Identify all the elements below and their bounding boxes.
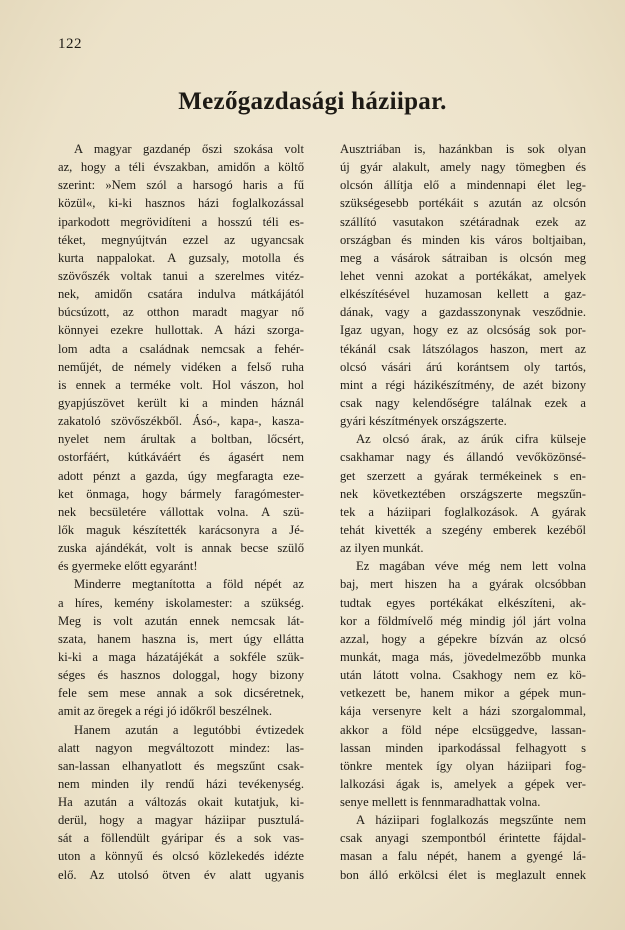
text-line: csak anyagi szempontból érintette fájdal- bbox=[340, 831, 586, 846]
right-text-column bbox=[340, 140, 586, 884]
page-number: 122 bbox=[58, 36, 82, 52]
text-line: iparkodott megrövidíteni a hosszú téli es- bbox=[58, 214, 304, 229]
text-line: Ha azután a változás okait kutatjuk, ki- bbox=[58, 795, 304, 810]
text-line: Meg is volt azután ennek nemcsak lát- bbox=[58, 613, 304, 628]
text-line: új gyár alakult, amely nagy tömegben és bbox=[340, 160, 586, 175]
text-line: sát a föllendült gyáripar és a sok vas- bbox=[58, 831, 304, 846]
text-line: szövőszék voltak tanui a szerelmes vitéz- bbox=[58, 268, 304, 283]
text-line: a híres, kemény iskolamester: a szükség. bbox=[58, 595, 304, 610]
text-line: gyári készítmények országszerte. bbox=[340, 414, 507, 429]
text-line: masan a falu népét, hanem a gyengé lá- bbox=[340, 849, 586, 864]
text-line: kor a földmívelő még mindig jól járt volna bbox=[340, 613, 586, 628]
text-line: is ennek a terméke volt. Hol vászon, hol bbox=[58, 377, 304, 392]
text-line: senye mellett is fennmaradhattak volna. bbox=[340, 795, 541, 810]
text-line: Minderre megtanította a föld népét az bbox=[74, 577, 304, 592]
text-line: csakhamar nagy és állandó vevőközönsé- bbox=[340, 450, 586, 465]
text-line: lalkozási ágak is, amelyek a gépek ver- bbox=[340, 776, 586, 791]
text-line: gyapjúszövet került ki a minden háznál bbox=[58, 395, 304, 410]
text-line: adott pénzt a gazda, úgy megfaragta eze- bbox=[58, 468, 304, 483]
text-line: szata, hanem haszna is, mert úgy ellátta bbox=[58, 631, 304, 646]
left-text-column bbox=[58, 140, 304, 884]
text-line: az ilyen munkát. bbox=[340, 541, 424, 556]
text-line: szükségesebb portékáit s azután az olcsón bbox=[340, 196, 586, 211]
text-line: búcsúzott, az otthon maradt magyar nő bbox=[58, 305, 304, 320]
text-line: uton a könnyű és olcsó közlekedés idézte bbox=[58, 849, 304, 864]
text-line: zakatoló szövőszékből. Ásó-, kapa-, kasza- bbox=[58, 414, 304, 429]
text-line: séges és hasznos dologgal, hogy bizony bbox=[58, 668, 304, 683]
text-line: kurta nappalokat. A guzsaly, motolla és bbox=[58, 250, 304, 265]
text-line: nek becsületére vállottak volna. A szü- bbox=[58, 504, 304, 519]
text-line: az, hogy a téli évszakban, amidőn a költő bbox=[58, 160, 304, 175]
text-line: neműjét, de némely vidéken a felső ruha bbox=[58, 359, 304, 374]
text-line: get szerzett a gyárak termékeinek s en- bbox=[340, 468, 586, 483]
text-line: ki-ki a maga házatájékát a sokféle szük- bbox=[58, 649, 304, 664]
text-line: ket önmaga, hogy bármely faragómester- bbox=[58, 486, 304, 501]
text-line: lehet venni azokat a portékákat, amelyek bbox=[340, 268, 586, 283]
text-line: Ausztriában is, hazánkban is sok olyan bbox=[340, 142, 586, 156]
text-line: Igaz ugyan, hogy ez az olcsóság sok por- bbox=[340, 323, 586, 338]
text-line: nek következtében országszerte megszűn- bbox=[340, 486, 586, 501]
text-line: akkor a föld népe elcsüggedve, lassan- bbox=[340, 722, 586, 737]
text-line: Az olcsó árak, az árúk cifra külseje bbox=[356, 432, 586, 447]
text-line: Hanem azután a legutóbbi évtizedek bbox=[74, 722, 304, 737]
text-line: mint a régi házikészítmény, de azét bizony bbox=[340, 377, 586, 392]
text-line: amit az öregek a régi jó időkről beszélnek. bbox=[58, 704, 273, 719]
text-line: országban és minden kis város boltjaiban, bbox=[340, 232, 586, 247]
text-line: szerint: »Nem szól a harsogó haris a fű bbox=[58, 178, 304, 193]
text-line: fele sem mese annak a sok dicséretnek, bbox=[58, 686, 304, 701]
text-line: csak nagy kelendőségre találnak ezek a bbox=[340, 395, 586, 410]
text-line: téket, megnyújtván ezzel az ugyancsak bbox=[58, 232, 304, 247]
text-line: dának, vagy a gazdasszonynak vesződnie. bbox=[340, 305, 586, 320]
text-line: A magyar gazdanép őszi szokása volt bbox=[74, 142, 304, 156]
text-line: tönkre mentek így olyan háziipari fog- bbox=[340, 758, 586, 773]
text-line: meg a vásárok sátraiban is olcsón meg bbox=[340, 250, 586, 265]
text-line: san-lassan elhanyatlott és megszűnt csak- bbox=[58, 758, 304, 773]
text-line: alatt nagyon megváltozott mindez: las- bbox=[58, 740, 304, 755]
text-line: lassan minden iparkodással felhagyott s bbox=[340, 740, 586, 755]
text-line: szállító vasutakon szétáradnak ezek az bbox=[340, 214, 586, 229]
text-line: nyelet nem árultak a boltban, lőcsért, bbox=[58, 432, 304, 447]
text-line: elő. Az utolsó ötven év alatt ugyanis bbox=[58, 867, 304, 882]
text-line: után látott volna. Csakhogy nem ez kö- bbox=[340, 668, 586, 683]
text-line: tékánál csak látszólagos haszon, mert az bbox=[340, 341, 586, 356]
text-line: zuska ajándékát, volt is annak becse szülő bbox=[58, 541, 304, 556]
text-line: nek, amidőn csatára indulva mátkájától bbox=[58, 287, 304, 302]
text-line: azzal, hogy a gépekre bízván az olcsó bbox=[340, 631, 586, 646]
text-line: lom adta a családnak nemcsak a fehér- bbox=[58, 341, 304, 356]
text-line: lők maguk készítették karácsonyra a Jé- bbox=[58, 522, 304, 537]
text-line: olcsó vásári árú korántsem oly tartós, bbox=[340, 359, 586, 374]
text-line: tek a háziipari foglalkozások. A gyárak bbox=[340, 504, 586, 519]
text-line: elkészítésével huzamosan kellett a gaz- bbox=[340, 287, 586, 302]
text-line: és gyermeke előtt egyaránt! bbox=[58, 559, 198, 574]
text-line: kája versenyre kelt a házi szorgalommal, bbox=[340, 704, 586, 719]
text-line: bon álló erkölcsi élet is meglazult ennek bbox=[340, 867, 586, 882]
text-line: nem minden ily rendű házi tevékenység. bbox=[58, 776, 304, 791]
page-title: Mezőgazdasági háziipar. bbox=[178, 88, 447, 115]
text-line: tudtak egyes portékákat elkészíteni, ak- bbox=[340, 595, 586, 610]
text-line: vetkezett be, hanem mikor a gépek mun- bbox=[340, 686, 586, 701]
text-line: ostorfáért, kútkáváért és ágasért nem bbox=[58, 450, 304, 465]
text-line: Ez magában véve még nem lett volna bbox=[356, 559, 586, 574]
text-line: munkát, maga más, jövedelmezőbb munka bbox=[340, 649, 586, 664]
text-line: baj, mert hiszen ha a gyárak olcsóbban bbox=[340, 577, 586, 592]
text-line: közül«, ki-ki hasznos házi foglalkozással bbox=[58, 196, 304, 211]
text-line: derül, hogy a magyar háziipar pusztulá- bbox=[58, 813, 304, 828]
text-line: olcsón állítja elő a mindennapi élet leg- bbox=[340, 178, 586, 193]
text-line: A háziipari foglalkozás megszűnte nem bbox=[356, 813, 586, 828]
text-line: könnyei ezekre hullottak. A házi szorga- bbox=[58, 323, 304, 338]
text-line: tehát kivették a szegény emberek kezéből bbox=[340, 522, 586, 537]
